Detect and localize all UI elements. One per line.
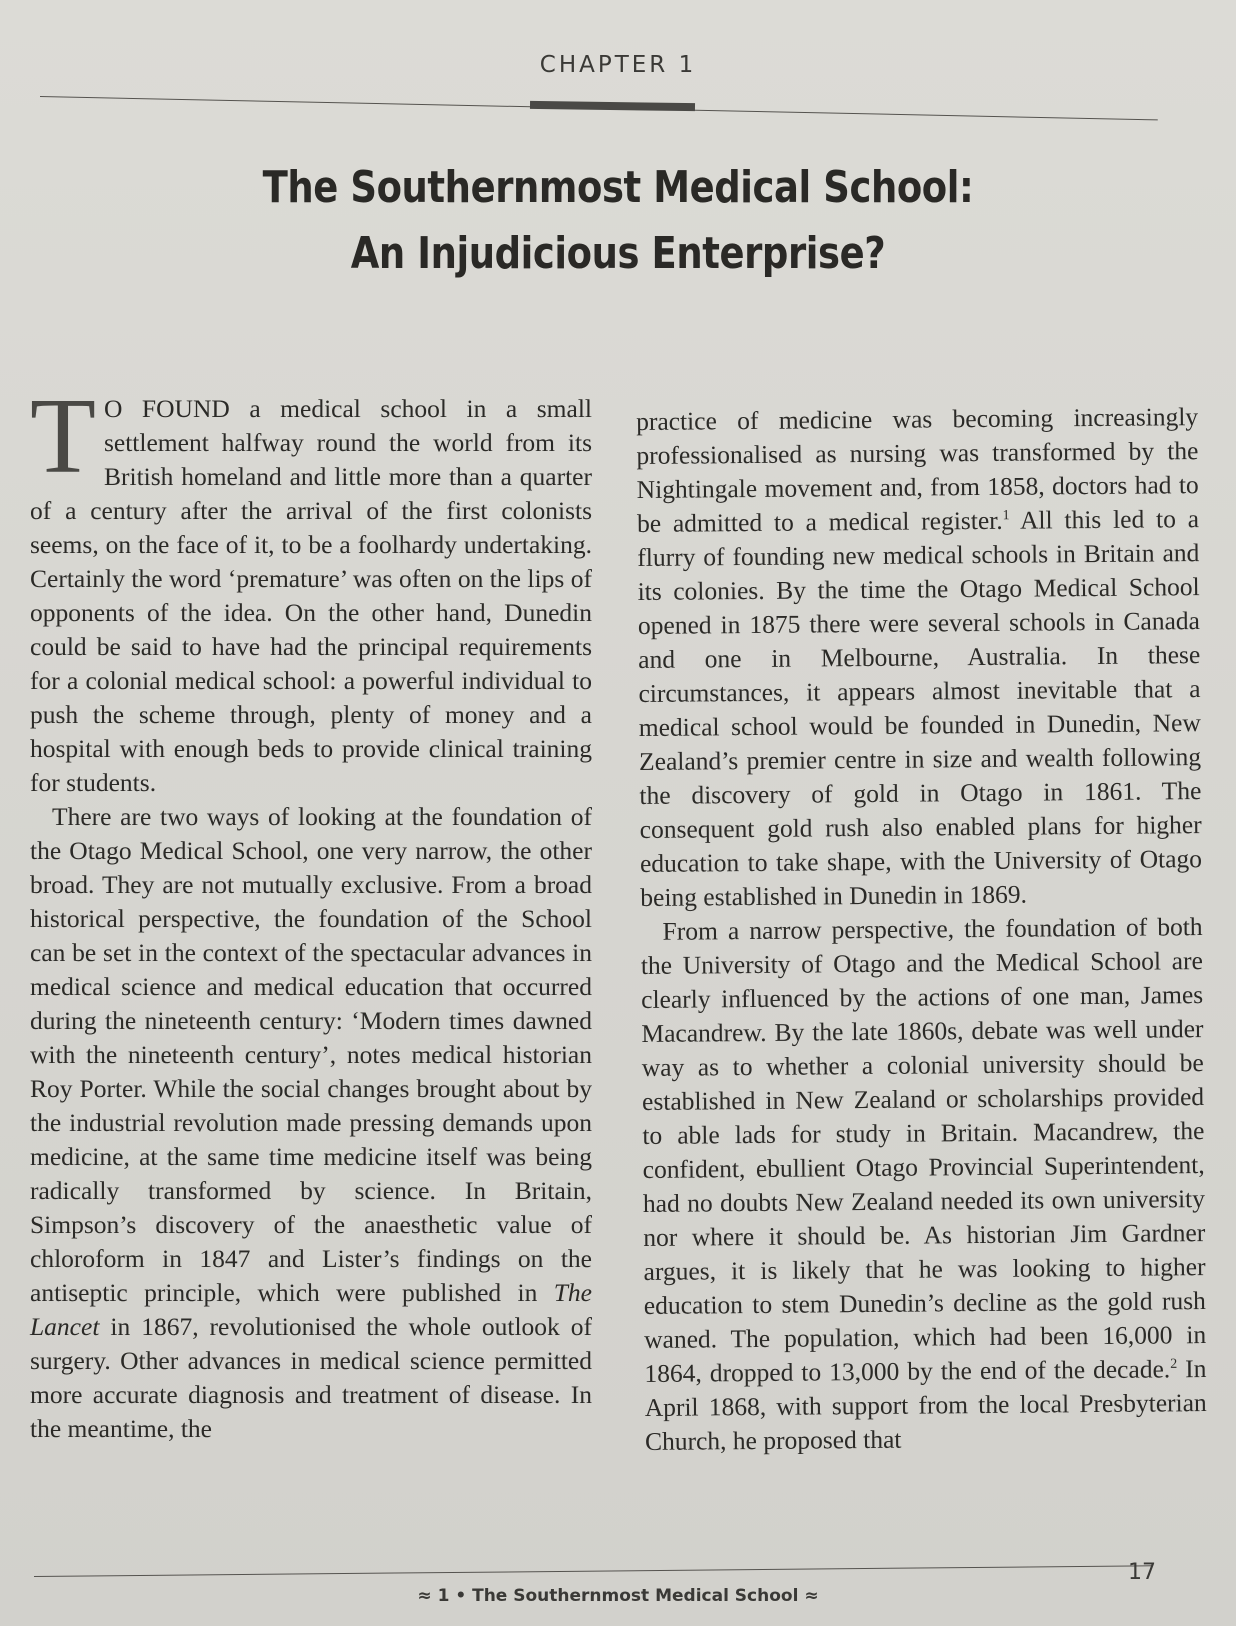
paragraph-3 bbox=[636, 400, 1202, 915]
paragraph-3-end: All this led to a flurry of founding new medical schools in Britain and its colonies. By the time the Otago Medical School opened in 1875 there were several schools in Canada and one in Melbourne, Australia. In these circumstances, it appears almost inevitable that a medical school would be founded in Dunedin, New Zealand’s premier centre in size and wealth following the discovery of gold in Otago in 1861. The consequent gold rush also enabled plans for higher education to take shape, with the University of Otago being established in Dunedin in 1869. bbox=[637, 504, 1203, 912]
journal-title: The Lancet bbox=[30, 1278, 592, 1341]
paragraph-1 bbox=[30, 377, 592, 800]
page-number: 17 bbox=[1128, 1560, 1156, 1585]
chapter-title bbox=[99, 155, 1137, 287]
footer-rule bbox=[34, 1565, 1152, 1577]
left-column bbox=[30, 377, 593, 1446]
paragraph-2-text: There are two ways of looking at the foundation of the Otago Medical School, one very narrow, the other broad. They are not mutually exclusive. From a broad historical perspective, the foundation of the School can be set in the context of the spectacular advances in medical science and medical education that occurred during the nineteenth century: ‘Modern times dawned with the nineteenth century’, notes medical historian Roy Porter. While the social changes brought about by the industrial revolution made pressing demands upon medicine, at the same time medicine itself was being radically transformed by science. In Britain, Simpson’s discovery of the anaesthetic value of chloroform in 1847 and Lister’s findings on the antiseptic principle, which were published in bbox=[30, 802, 592, 1307]
right-column bbox=[636, 400, 1207, 1459]
paragraph-4-end: In April 1868, with support from the local Presbyterian Church, he proposed that bbox=[644, 1354, 1207, 1456]
running-footer: ≈ 1 • The Southernmost Medical School ≈ bbox=[417, 1586, 819, 1606]
footnote-ref-1: 1 bbox=[1002, 508, 1010, 524]
header-rule-accent bbox=[530, 101, 695, 111]
paragraph-4-text: From a narrow perspective, the foundation of both the University of Otago and the Medical School are clearly influenced by the actions of one man, James Macandrew. By the late 1860s, debate was well under way as to whether a colonial university should be established in New Zealand or scholarships provided to able lads for study in Britain. Macandrew, the confident, ebullient Otago Provincial Superintendent, had no doubts New Zealand needed its own university nor where it should be. As historian Jim Gardner argues, it is likely that he was looking to higher education to stem Dunedin’s decline as the gold rush waned. The population, which had been 16,000 in 1864, dropped to 13,000 by the end of the decade. bbox=[640, 912, 1207, 1388]
paragraph-4 bbox=[640, 910, 1207, 1459]
paragraph-1-text: O FOUND a medical school in a small settlement halfway round the world from its British homeland and little more than a quarter of a century after the arrival of the first colonists seems, on the face of it, to be a foolhardy undertaking. Certainly the word ‘premature’ was often on the lips of opponents of the idea. On the other hand, Dunedin could be said to have had the principal requirements for a colonial medical school: a powerful individual to push the scheme through, plenty of money and a hospital with enough beds to provide clinical training for students. bbox=[30, 394, 592, 797]
footnote-ref-2: 2 bbox=[1170, 1356, 1178, 1372]
chapter-title-line-2: An Injudicious Enterprise? bbox=[350, 228, 886, 279]
paragraph-3-text: practice of medicine was becoming increasingly professionalised as nursing was transformed by the Nightingale movement and, from 1858, doctors had to be admitted to a medical register. bbox=[636, 402, 1199, 538]
paragraph-2 bbox=[30, 800, 592, 1446]
drop-cap: T bbox=[30, 377, 96, 496]
chapter-label: CHAPTER 1 bbox=[539, 52, 697, 78]
chapter-title-line-1: The Southernmost Medical School: bbox=[262, 162, 974, 213]
paragraph-2-end: in 1867, revolutionised the whole outlook of surgery. Other advances in medical science permitted more accurate diagnosis and treatment of disease. In the meantime, the bbox=[30, 1312, 593, 1443]
